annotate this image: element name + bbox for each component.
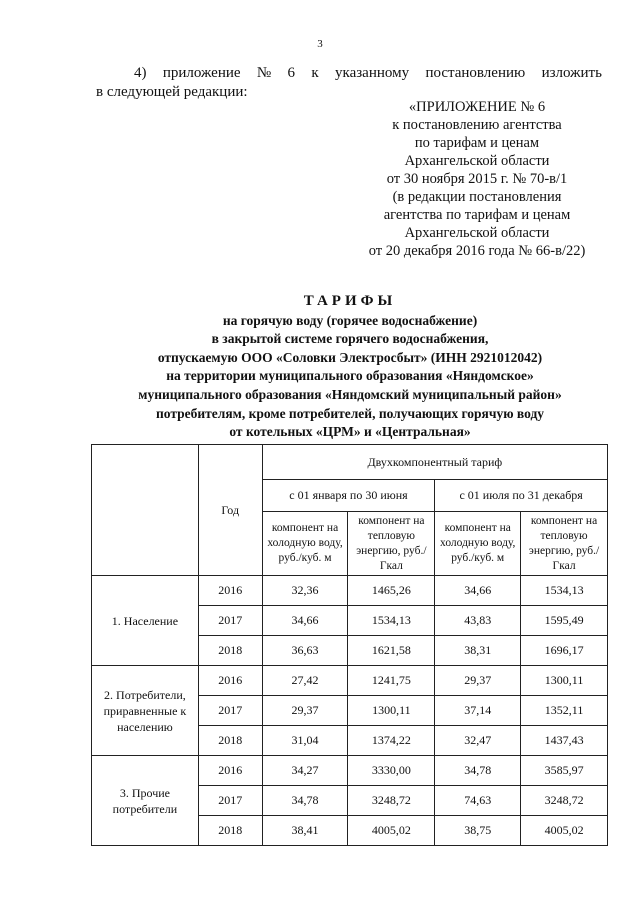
cold-water-cell: 38,41 [262,816,348,846]
paragraph-line-1 [96,64,602,83]
heat-energy-cell: 1437,43 [521,726,608,756]
year-cell: 2016 [198,756,262,786]
appendix-line: агентства по тарифам и ценам [383,207,571,223]
cold-water-cell: 29,37 [435,666,521,696]
year-cell: 2016 [198,576,262,606]
cold-water-cell: 38,75 [435,816,521,846]
heat-energy-cell: 1374,22 [348,726,435,756]
document-title: ТАРИФЫ [303,293,397,309]
year-cell: 2017 [198,606,262,636]
header-period-1: с 01 января по 30 июня [262,480,435,512]
paragraph-word: 4) [134,65,147,81]
year-cell: 2018 [198,636,262,666]
paragraph-word: 6 [287,65,296,81]
cold-water-cell: 32,47 [435,726,521,756]
heat-energy-cell: 1465,26 [348,576,435,606]
heat-energy-cell: 3330,00 [348,756,435,786]
table-row [92,576,608,606]
heat-energy-cell: 1621,58 [348,636,435,666]
appendix-line: по тарифам и ценам [414,135,540,151]
heat-energy-cell: 1696,17 [521,636,608,666]
year-cell: 2016 [198,666,262,696]
heat-energy-cell: 3248,72 [521,786,608,816]
consumer-group: 2. Потребители, приравненные к населению [92,666,199,756]
appendix-line: к постановлению агентства [392,117,562,133]
heat-energy-cell: 1352,11 [521,696,608,726]
header-period-2: с 01 июля по 31 декабря [435,480,608,512]
subtitle-line: отпускаемую ООО «Соловки Электросбыт» (ИНН 2921012042) [157,349,543,365]
cold-water-cell: 43,83 [435,606,521,636]
cold-water-cell: 27,42 [262,666,348,696]
table-row [92,666,608,696]
subtitle-line: на территории муниципального образования «Няндомское» [166,368,534,384]
appendix-line: «ПРИЛОЖЕНИЕ № 6 [408,99,546,115]
cold-water-cell: 32,36 [262,576,348,606]
appendix-line: Архангельской области [404,225,550,241]
cold-water-cell: 36,63 [262,636,348,666]
cold-water-cell: 37,14 [435,696,521,726]
appendix-line: от 20 декабря 2016 года № 66-в/22) [368,243,586,259]
header-group-empty [92,445,199,576]
appendix-line: от 30 ноября 2015 г. № 70-в/1 [386,171,568,187]
tariff-table [91,444,608,846]
heat-energy-cell: 3248,72 [348,786,435,816]
heat-energy-cell: 1595,49 [521,606,608,636]
page-number: 3 [317,38,323,50]
cold-water-cell: 29,37 [262,696,348,726]
year-cell: 2018 [198,816,262,846]
paragraph-word: постановлению [425,65,526,81]
year-cell: 2017 [198,786,262,816]
appendix-header [354,98,600,260]
document-title-block [90,292,610,442]
cold-water-cell: 74,63 [435,786,521,816]
cold-water-cell: 31,04 [262,726,348,756]
header-cold-water-1: компонент на холодную воду, руб./куб. м [262,512,348,576]
amendment-paragraph [96,64,602,102]
consumer-group: 3. Прочие потребители [92,756,199,846]
heat-energy-cell: 1534,13 [348,606,435,636]
paragraph-word: изложить [541,65,602,81]
appendix-line: Архангельской области [404,153,550,169]
subtitle-line: от котельных «ЦРМ» и «Центральная» [229,424,471,440]
heat-energy-cell: 4005,02 [521,816,608,846]
heat-energy-cell: 4005,02 [348,816,435,846]
paragraph-line-2: в следующей редакции: [96,84,248,100]
heat-energy-cell: 1241,75 [348,666,435,696]
heat-energy-cell: 1300,11 [521,666,608,696]
table-row [92,756,608,786]
cold-water-cell: 34,78 [435,756,521,786]
cold-water-cell: 34,78 [262,786,348,816]
subtitle-line: потребителям, кроме потребителей, получающих горячую воду [155,405,545,421]
subtitle-line: муниципального образования «Няндомский муниципальный район» [138,386,562,402]
consumer-group: 1. Население [92,576,199,666]
cold-water-cell: 34,27 [262,756,348,786]
heat-energy-cell: 1534,13 [521,576,608,606]
header-heat-energy-2: компонент на тепловую энергию, руб./Гкал [521,512,608,576]
subtitle-line: на горячую воду (горячее водоснабжение) [222,312,478,328]
paragraph-word: № [256,65,272,81]
header-cold-water-2: компонент на холодную воду, руб./куб. м [435,512,521,576]
header-heat-energy-1: компонент на тепловую энергию, руб./Гкал [348,512,435,576]
appendix-line: (в редакции постановления [392,189,562,205]
heat-energy-cell: 3585,97 [521,756,608,786]
heat-energy-cell: 1300,11 [348,696,435,726]
header-tariff: Двухкомпонентный тариф [262,445,607,480]
paragraph-word: приложение [162,65,241,81]
paragraph-word: к [311,65,319,81]
subtitle-line: в закрытой системе горячего водоснабжения, [211,331,489,347]
cold-water-cell: 34,66 [435,576,521,606]
cold-water-cell: 34,66 [262,606,348,636]
paragraph-word: указанному [335,65,410,81]
cold-water-cell: 38,31 [435,636,521,666]
header-year: Год [198,445,262,576]
year-cell: 2017 [198,696,262,726]
year-cell: 2018 [198,726,262,756]
